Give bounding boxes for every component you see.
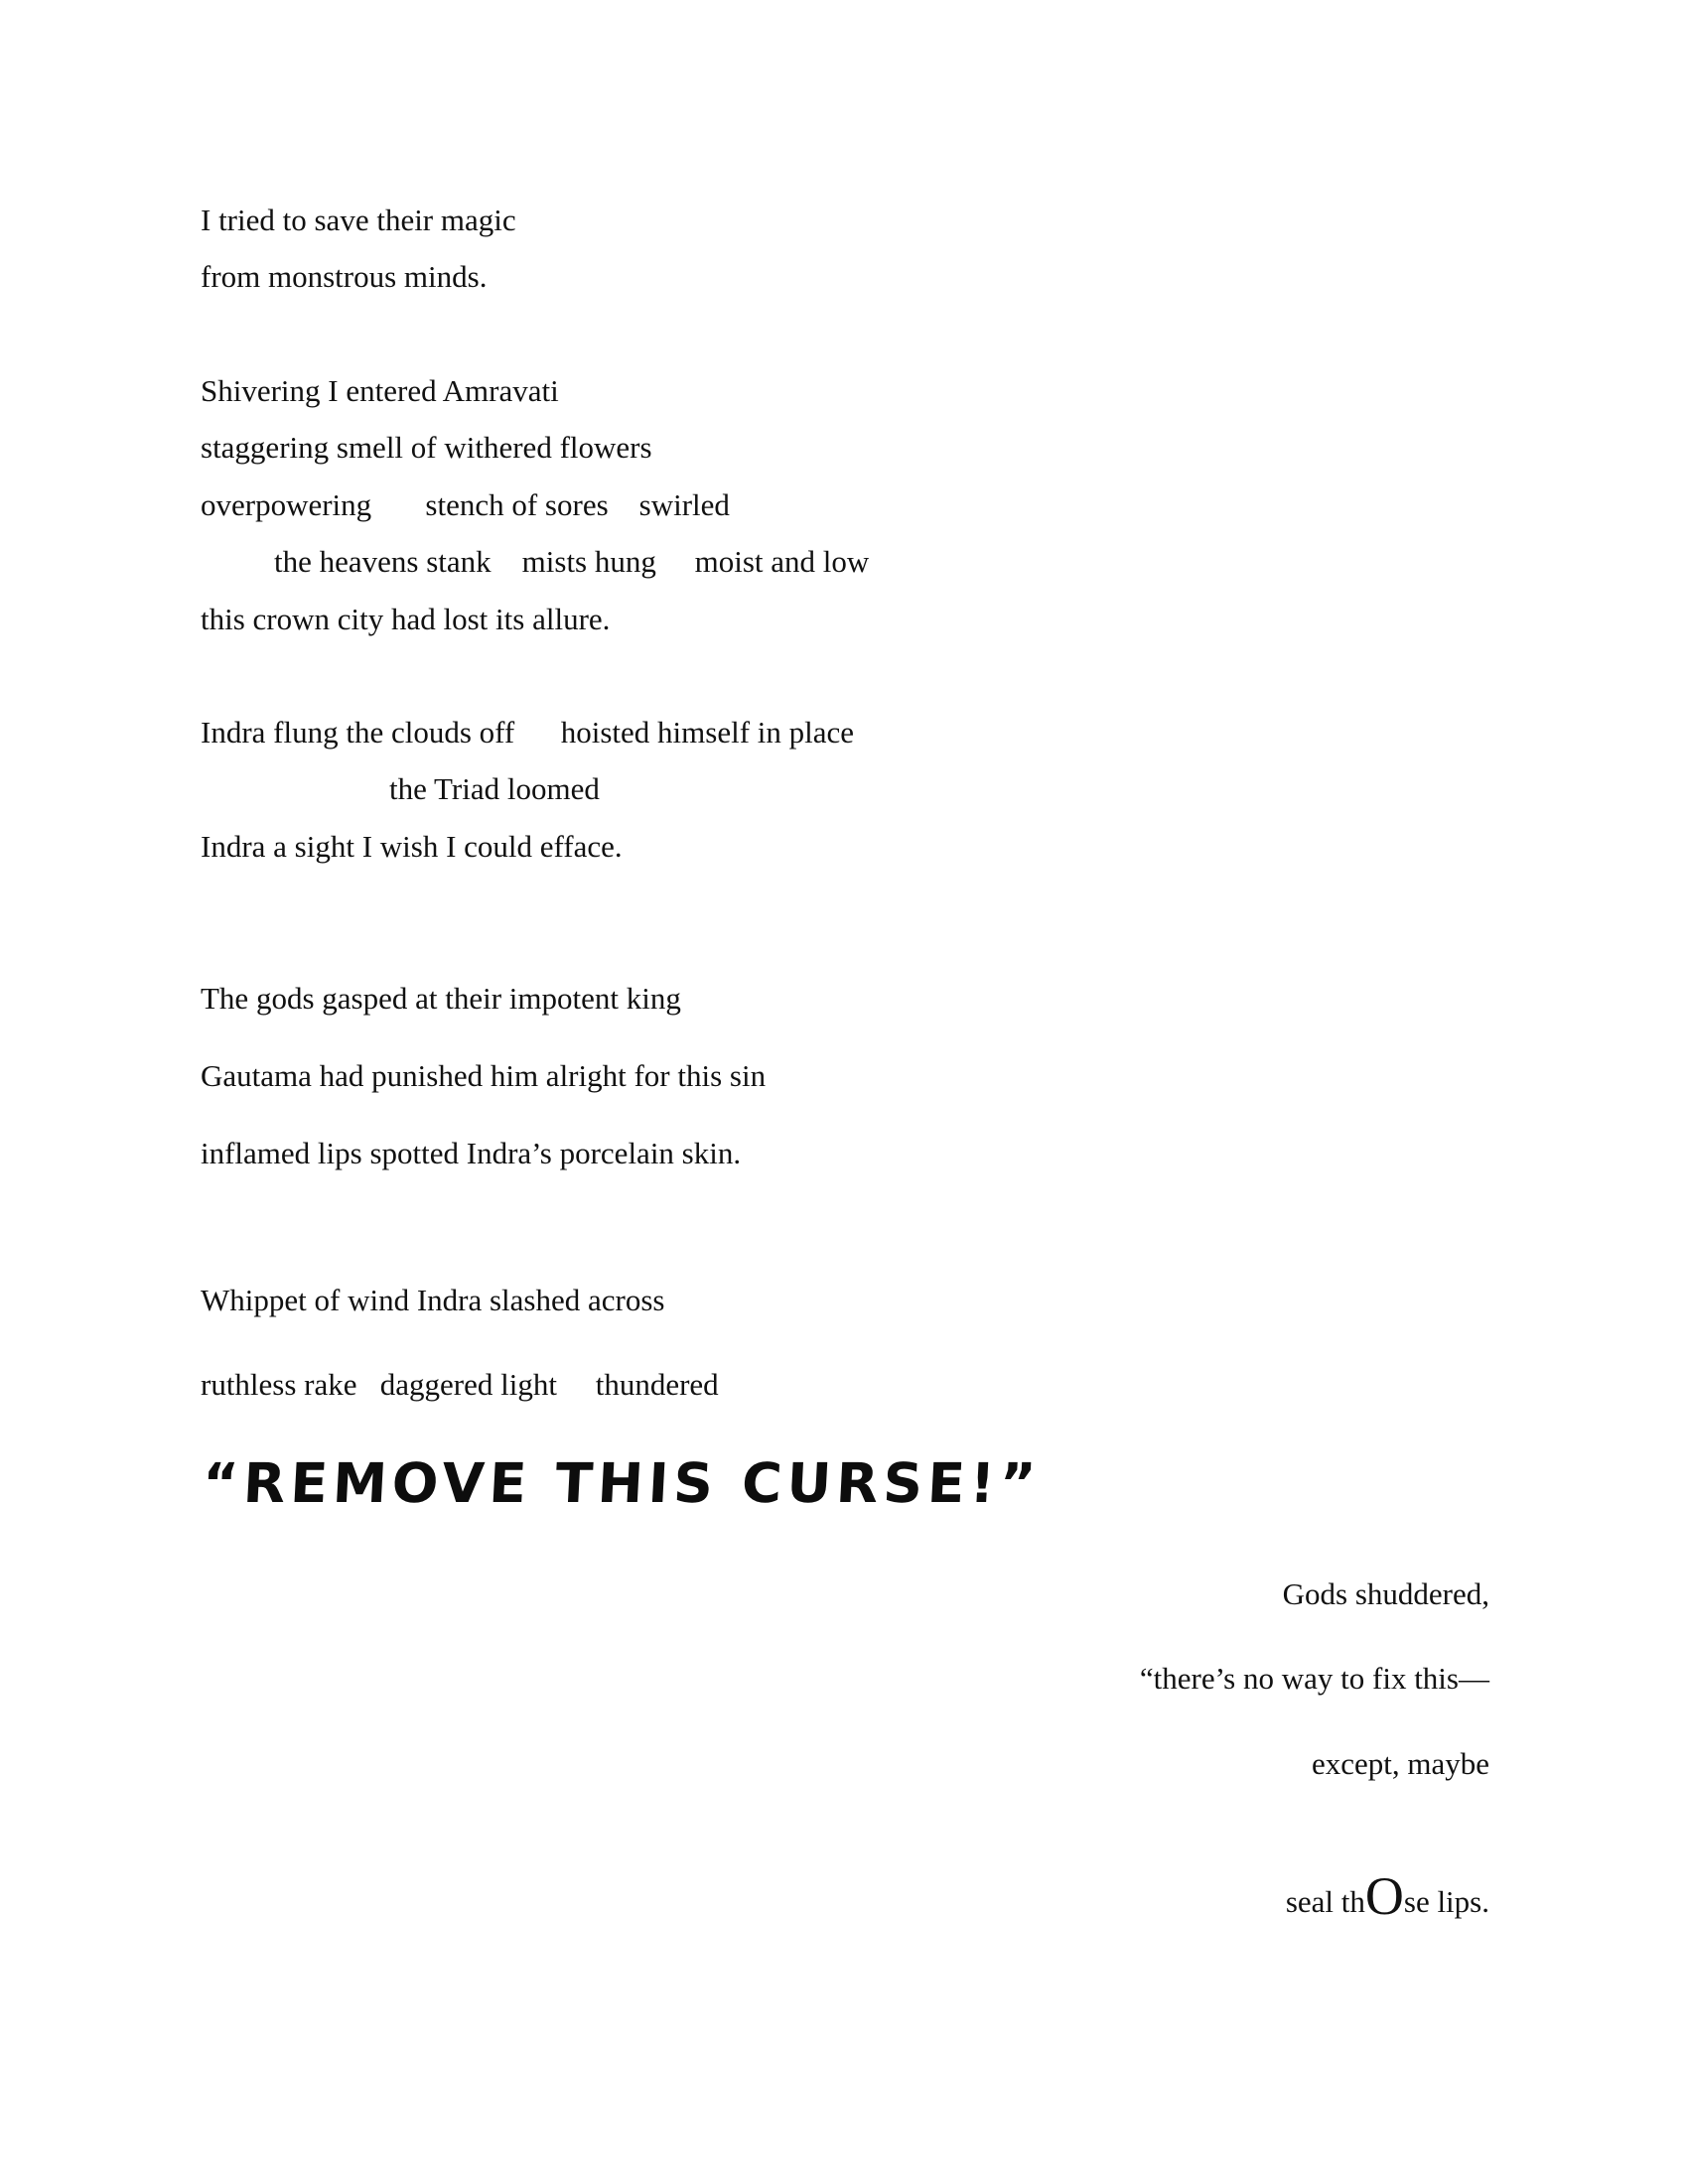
final-line-end: se lips.	[1403, 1884, 1489, 1919]
poem-line: the heavens stank mists hung moist and low	[274, 544, 870, 579]
curse-shout: “REMOVE THIS CURSE!”	[201, 1451, 1043, 1515]
poem-line: overpowering stench of sores swirled	[201, 487, 730, 522]
closing-line: Gods shuddered,	[1282, 1576, 1489, 1611]
poem-line: staggering smell of withered flowers	[201, 430, 652, 465]
poem-line: Whippet of wind Indra slashed across	[201, 1283, 665, 1317]
poem-line: Indra flung the clouds off hoisted himself in place	[201, 715, 855, 750]
poem-line: inflamed lips spotted Indra’s porcelain skin.	[201, 1136, 742, 1170]
poem-line: this crown city had lost its allure.	[201, 602, 611, 636]
poem-line: the Triad loomed	[389, 771, 600, 806]
poem-line: Shivering I entered Amravati	[201, 373, 559, 408]
poem-line: The gods gasped at their impotent king	[201, 981, 681, 1016]
poem-line: Gautama had punished him alright for this sin	[201, 1058, 767, 1093]
poem-line: Indra a sight I wish I could efface.	[201, 829, 623, 864]
final-line	[1285, 1866, 1489, 1926]
poem-line: ruthless rake daggered light thundered	[201, 1367, 719, 1402]
enlarged-letter: O	[1364, 1866, 1404, 1926]
final-line-start: seal th	[1285, 1884, 1365, 1919]
closing-line: except, maybe	[1311, 1746, 1489, 1781]
poem-line: from monstrous minds.	[201, 259, 488, 294]
poem-line: I tried to save their magic	[201, 203, 516, 237]
closing-line: “there’s no way to fix this—	[1139, 1661, 1489, 1696]
